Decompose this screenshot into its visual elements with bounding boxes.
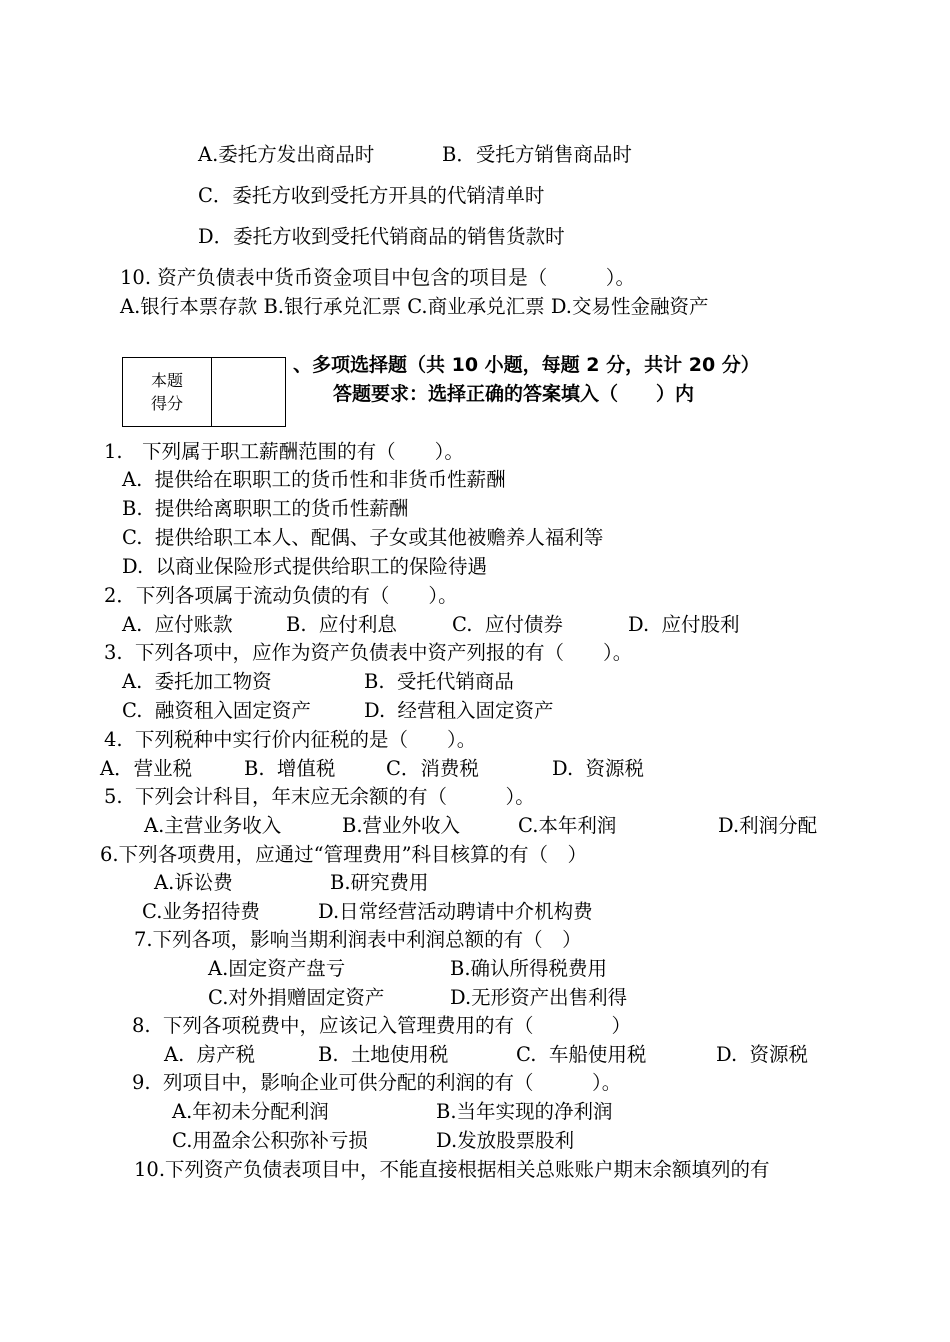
q5-option-a: A.主营业务收入 xyxy=(144,814,282,837)
q10-stem: 10.下列资产负债表项目中，不能直接根据相关总账账户期末余额填列的有 xyxy=(134,1158,770,1181)
score-box-divider xyxy=(211,358,212,426)
prev-q9-option-d: D．委托方收到受托代销商品的销售货款时 xyxy=(198,225,565,248)
q6-option-d: D.日常经营活动聘请中介机构费 xyxy=(318,900,593,923)
q7-option-d: D.无形资产出售利得 xyxy=(450,986,628,1009)
q9-stem: 9. 列项目中，影响企业可供分配的利润的有（ ）。 xyxy=(132,1071,622,1094)
q3-stem: 3. 下列各项中，应作为资产负债表中资产列报的有（ ）。 xyxy=(104,641,633,664)
prev-q9-option-a: A.委托方发出商品时 xyxy=(198,143,375,166)
q5-stem: 5. 下列会计科目，年末应无余额的有（ ）。 xyxy=(104,785,535,808)
q7-option-b: B.确认所得税费用 xyxy=(450,957,608,980)
q1-option-d: D. 以商业保险形式提供给职工的保险待遇 xyxy=(122,555,488,578)
q8-stem: 8. 下列各项税费中，应该记入管理费用的有（ ） xyxy=(132,1014,632,1037)
q6-option-c: C.业务招待费 xyxy=(142,900,260,923)
q6-option-a: A.诉讼费 xyxy=(154,871,233,894)
prev-q10-options: A.银行本票存款 B.银行承兑汇票 C.商业承兑汇票 D.交易性金融资产 xyxy=(120,295,709,318)
section-requirement: 答题要求：选择正确的答案填入（ ）内 xyxy=(333,383,695,405)
q9-option-b: B.当年实现的净利润 xyxy=(436,1100,613,1123)
q7-option-c: C.对外捐赠固定资产 xyxy=(208,986,385,1009)
q2-option-a: A. 应付账款 xyxy=(122,613,233,636)
q3-option-a: A. 委托加工物资 xyxy=(122,670,272,693)
q4-option-a: A．营业税 xyxy=(100,757,193,780)
q8-option-b: B. 土地使用税 xyxy=(318,1043,449,1066)
q4-option-b: B. 增值税 xyxy=(244,757,336,780)
q4-option-d: D. 资源税 xyxy=(552,757,645,780)
q7-stem: 7.下列各项，影响当期利润表中利润总额的有（ ） xyxy=(134,928,582,951)
q2-stem: 2．下列各项属于流动负债的有（ ）。 xyxy=(104,584,458,607)
q8-option-d: D. 资源税 xyxy=(716,1043,809,1066)
q9-option-d: D.发放股票股利 xyxy=(436,1129,575,1152)
q5-option-d: D.利润分配 xyxy=(718,814,818,837)
q1-option-a: A. 提供给在职职工的货币性和非货币性薪酬 xyxy=(122,468,506,491)
q4-stem: 4. 下列税种中实行价内征税的是（ ）。 xyxy=(104,728,477,751)
prev-q9-option-c: C．委托方收到受托方开具的代销清单时 xyxy=(198,184,545,207)
q5-option-b: B.营业外收入 xyxy=(342,814,461,837)
q8-option-c: C. 车船使用税 xyxy=(516,1043,647,1066)
q3-option-d: D. 经营租入固定资产 xyxy=(364,699,554,722)
q9-option-a: A.年初未分配利润 xyxy=(172,1100,329,1123)
q2-option-b: B. 应付利息 xyxy=(286,613,397,636)
q1-option-b: B. 提供给离职职工的货币性薪酬 xyxy=(122,497,409,520)
q8-option-a: A. 房产税 xyxy=(164,1043,256,1066)
score-box xyxy=(122,357,286,427)
section-title: 、多项选择题（共 10 小题，每题 2 分，共计 20 分） xyxy=(293,354,760,376)
q3-option-c: C. 融资租入固定资产 xyxy=(122,699,311,722)
prev-q10-stem: 10. 资产负债表中货币资金项目中包含的项目是（ ）。 xyxy=(120,266,635,289)
q1-option-c: C. 提供给职工本人、配偶、子女或其他被赡养人福利等 xyxy=(122,526,604,549)
q3-option-b: B. 受托代销商品 xyxy=(364,670,514,693)
q9-option-c: C.用盈余公积弥补亏损 xyxy=(172,1129,368,1152)
q2-option-c: C. 应付债券 xyxy=(452,613,563,636)
prev-q9-option-b: B．受托方销售商品时 xyxy=(442,143,632,166)
score-label-2: 得分 xyxy=(150,394,183,413)
q6-option-b: B.研究费用 xyxy=(330,871,429,894)
q1-stem: 1. 下列属于职工薪酬范围的有（ ）。 xyxy=(104,440,464,463)
q7-option-a: A.固定资产盘亏 xyxy=(208,957,346,980)
q4-option-c: C．消费税 xyxy=(386,757,479,780)
score-label-1: 本题 xyxy=(150,371,183,390)
q5-option-c: C.本年利润 xyxy=(518,814,617,837)
q6-stem: 6.下列各项费用，应通过“管理费用”科目核算的有（ ） xyxy=(100,843,588,866)
q2-option-d: D. 应付股利 xyxy=(628,613,740,636)
